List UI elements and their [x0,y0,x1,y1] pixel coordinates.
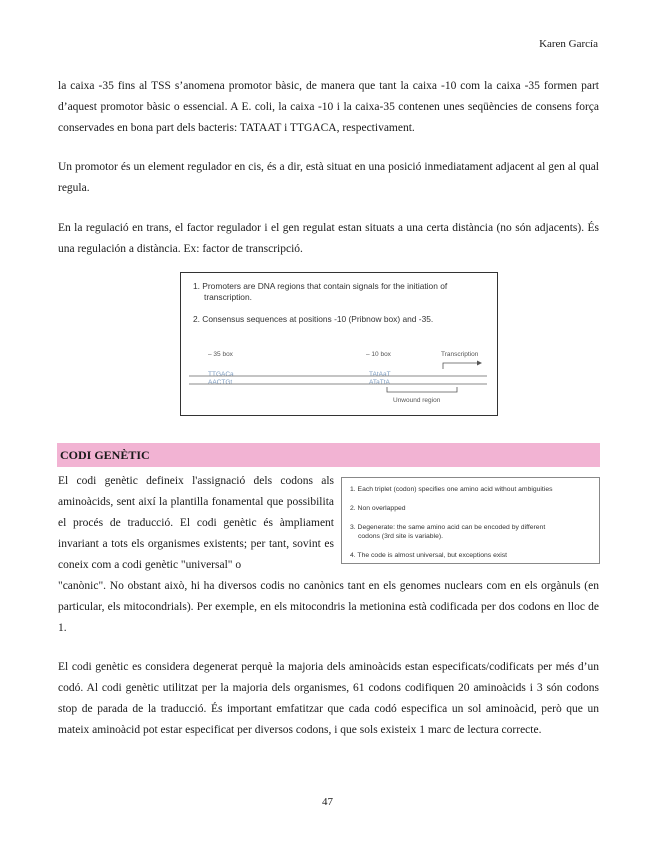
paragraph-cis-regulation: Un promotor és un element regulador en cis, és a dir, està situat en una posició inmediatament adjacent al gen al qual regula. [58,161,599,194]
code-item-3-line-2: codons (3rd site is variable). [358,533,443,540]
figure-point-1-line-2: transcription. [204,292,252,302]
paragraph-genetic-code-intro: El codi genètic defineix l'assignació dels codons als aminoàcids, sent així la plantilla fonamental que possibilita el procés de traducció. El codi genètic és àmpliament invariant a tots els organismes existents; per tant, sovint es coneix com a codi genètic "universal" o [58,475,334,571]
page-number: 47 [322,796,333,808]
seq-35-top: TTGACa [208,371,234,378]
promoter-figure [180,272,498,416]
figure-point-1-line-1: 1. Promoters are DNA regions that contain signals for the initiation of [193,281,448,291]
figure-point-2: 2. Consensus sequences at positions -10 (Pribnow box) and -35. [193,314,434,324]
seq-35-bottom: AACTGt [208,379,233,386]
paragraph-genetic-code-degenerate: El codi genètic es considera degenerat perquè la majoria dels aminoàcids estan especificats/codificats per més d’un codó. Al codi genètic utilitzat per la majoria dels organismes, 61 codons codifiquen 20 aminoàcids i 3 són codons stop de parada de la traducció. És important emfatitzar que cada codó especifica un sol aminoàcid, però que un mateix aminoàcid pot estar especificat per diversos codons, i que sols existeix 1 marc de lectura correcte. [58,661,599,736]
transcription-arrow [443,363,477,369]
promoter-dna-diagram [181,273,499,417]
paragraph-trans-regulation: En la regulació en trans, el factor regulador i el gen regulat estan situats a una certa distància (no són adjacents). És una regulación a distància. Ex: factor de transcripció. [58,222,599,255]
section-heading-codi-genetic: CODI GENÈTIC [57,443,600,467]
label-transcription: Transcription [441,351,479,358]
genetic-code-figure [341,477,600,564]
seq-10-bottom: ATaTtA [369,379,390,386]
code-item-4: 4. The code is almost universal, but exceptions exist [350,552,508,559]
paragraph-genetic-code-canonical: "canònic". No obstant això, hi ha diversos codis no canònics tant en els genomes nuclears com en els orgànuls (en particular, els mitocondrials). Per exemple, en els mitocondris la metionina està codificada per dos codons en lloc de 1. [58,580,599,634]
label-unwound-region: Unwound region [393,397,441,404]
code-item-1: 1. Each triplet (codon) specifies one amino acid without ambiguities [350,486,553,493]
code-item-2: 2. Non overlapped [350,505,406,512]
label-35-box: – 35 box [208,351,233,358]
code-item-3-line-1: 3. Degenerate: the same amino acid can be encoded by different [350,524,546,531]
transcription-arrowhead [477,361,482,366]
unwound-region-bracket [387,387,457,392]
page-header-author: Karen García [539,38,598,50]
paragraph-promoter-core: la caixa -35 fins al TSS s’anomena promotor bàsic, de manera que tant la caixa -10 com la caixa -35 formen part d’aquest promotor bàsic o essencial. A E. coli, la caixa -10 i la caixa-35 contenen unes seqüències de consens força conservades en bona part dels bacteris: TATAAT i TTGACA, respectivament. [58,80,599,134]
label-10-box: – 10 box [366,351,391,358]
seq-10-top: TAtAaT [369,371,391,378]
